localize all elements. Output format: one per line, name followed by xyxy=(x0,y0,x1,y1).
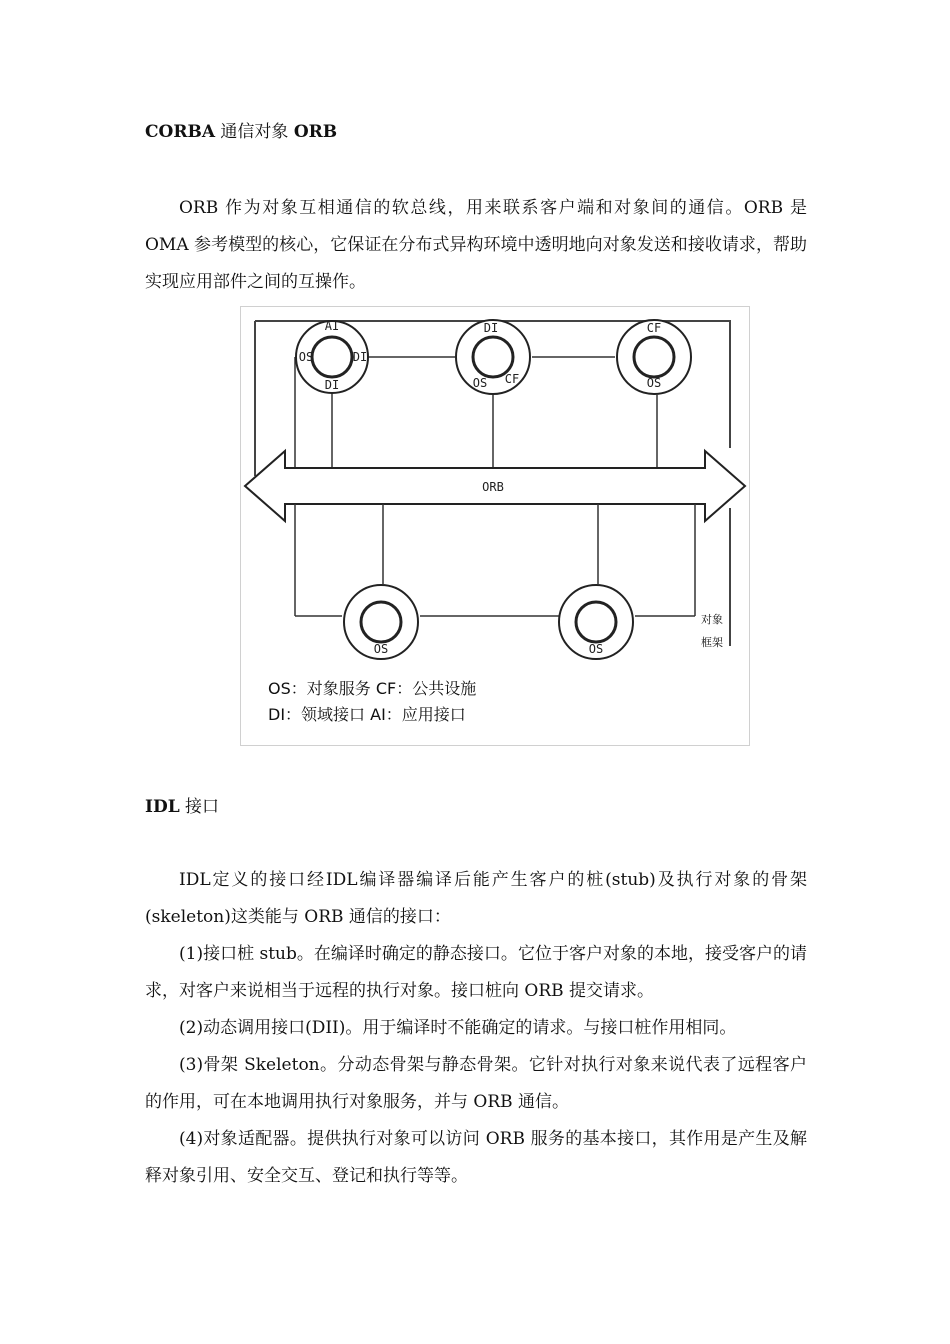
node3-label-top: CF xyxy=(646,321,662,335)
intro-paragraph xyxy=(145,190,807,301)
node3-label-bottom: OS xyxy=(646,376,662,390)
idl-title-bold: IDL xyxy=(145,797,180,817)
section-title-corba xyxy=(145,120,337,144)
side-label-object: 对象 xyxy=(701,613,723,626)
title-middle: 通信对象 xyxy=(215,122,294,142)
top-node-1 xyxy=(296,319,368,393)
top-node-3 xyxy=(617,320,691,394)
node2-label-bottom-left: OS xyxy=(472,376,488,390)
idl-paragraph-intro: IDL定义的接口经IDL编译器编译后能产生客户的桩(stub)及执行对象的骨架(skeleton)这类能与 ORB 通信的接口： xyxy=(145,870,807,927)
legend-line-2: DI：领域接口 AI：应用接口 xyxy=(268,705,466,724)
node2-label-top: DI xyxy=(483,321,499,335)
node1-label-top: AI xyxy=(324,319,340,333)
node1-label-left: OS xyxy=(298,350,314,364)
bottom-node-2 xyxy=(559,585,633,659)
bottom-node2-label: OS xyxy=(588,642,604,656)
top-node-2 xyxy=(456,320,530,394)
idl-paragraphs xyxy=(145,862,807,1195)
idl-paragraph-dii: (2)动态调用接口(DII)。用于编译时不能确定的请求。与接口桩作用相同。 xyxy=(179,1018,737,1038)
node1-label-right: DI xyxy=(352,350,368,364)
idl-paragraph-stub: (1)接口桩 stub。在编译时确定的静态接口。它位于客户对象的本地，接受客户的请求，对客户来说相当于远程的执行对象。接口桩向 ORB 提交请求。 xyxy=(145,944,807,1001)
orb-diagram-svg xyxy=(240,306,750,746)
title-bold-orb: ORB xyxy=(293,122,338,142)
section-title-idl xyxy=(145,795,219,819)
bottom-node-1 xyxy=(344,585,418,659)
orb-bus-label: ORB xyxy=(482,480,504,494)
idl-paragraph-adapter: (4)对象适配器。提供执行对象可以访问 ORB 服务的基本接口，其作用是产生及解释对象引用、安全交互、登记和执行等等。 xyxy=(145,1129,807,1186)
node1-label-bottom: DI xyxy=(324,378,340,392)
title-bold-corba: CORBA xyxy=(145,122,216,142)
legend-line-1: OS：对象服务 CF：公共设施 xyxy=(268,679,477,698)
node2-label-bottom-right: CF xyxy=(504,372,520,386)
orb-diagram xyxy=(240,306,750,746)
intro-text: ORB 作为对象互相通信的软总线，用来联系客户端和对象间的通信。ORB 是 OMA 参考模型的核心，它保证在分布式异构环境中透明地向对象发送和接收请求，帮助实现应用部件之间的互操作。 xyxy=(145,198,807,292)
bottom-node1-label: OS xyxy=(373,642,389,656)
idl-title-rest: 接口 xyxy=(179,797,220,817)
side-label-framework: 框架 xyxy=(701,636,723,649)
idl-paragraph-skeleton: (3)骨架 Skeleton。分动态骨架与静态骨架。它针对执行对象来说代表了远程客户的作用，可在本地调用执行对象服务，并与 ORB 通信。 xyxy=(145,1055,807,1112)
